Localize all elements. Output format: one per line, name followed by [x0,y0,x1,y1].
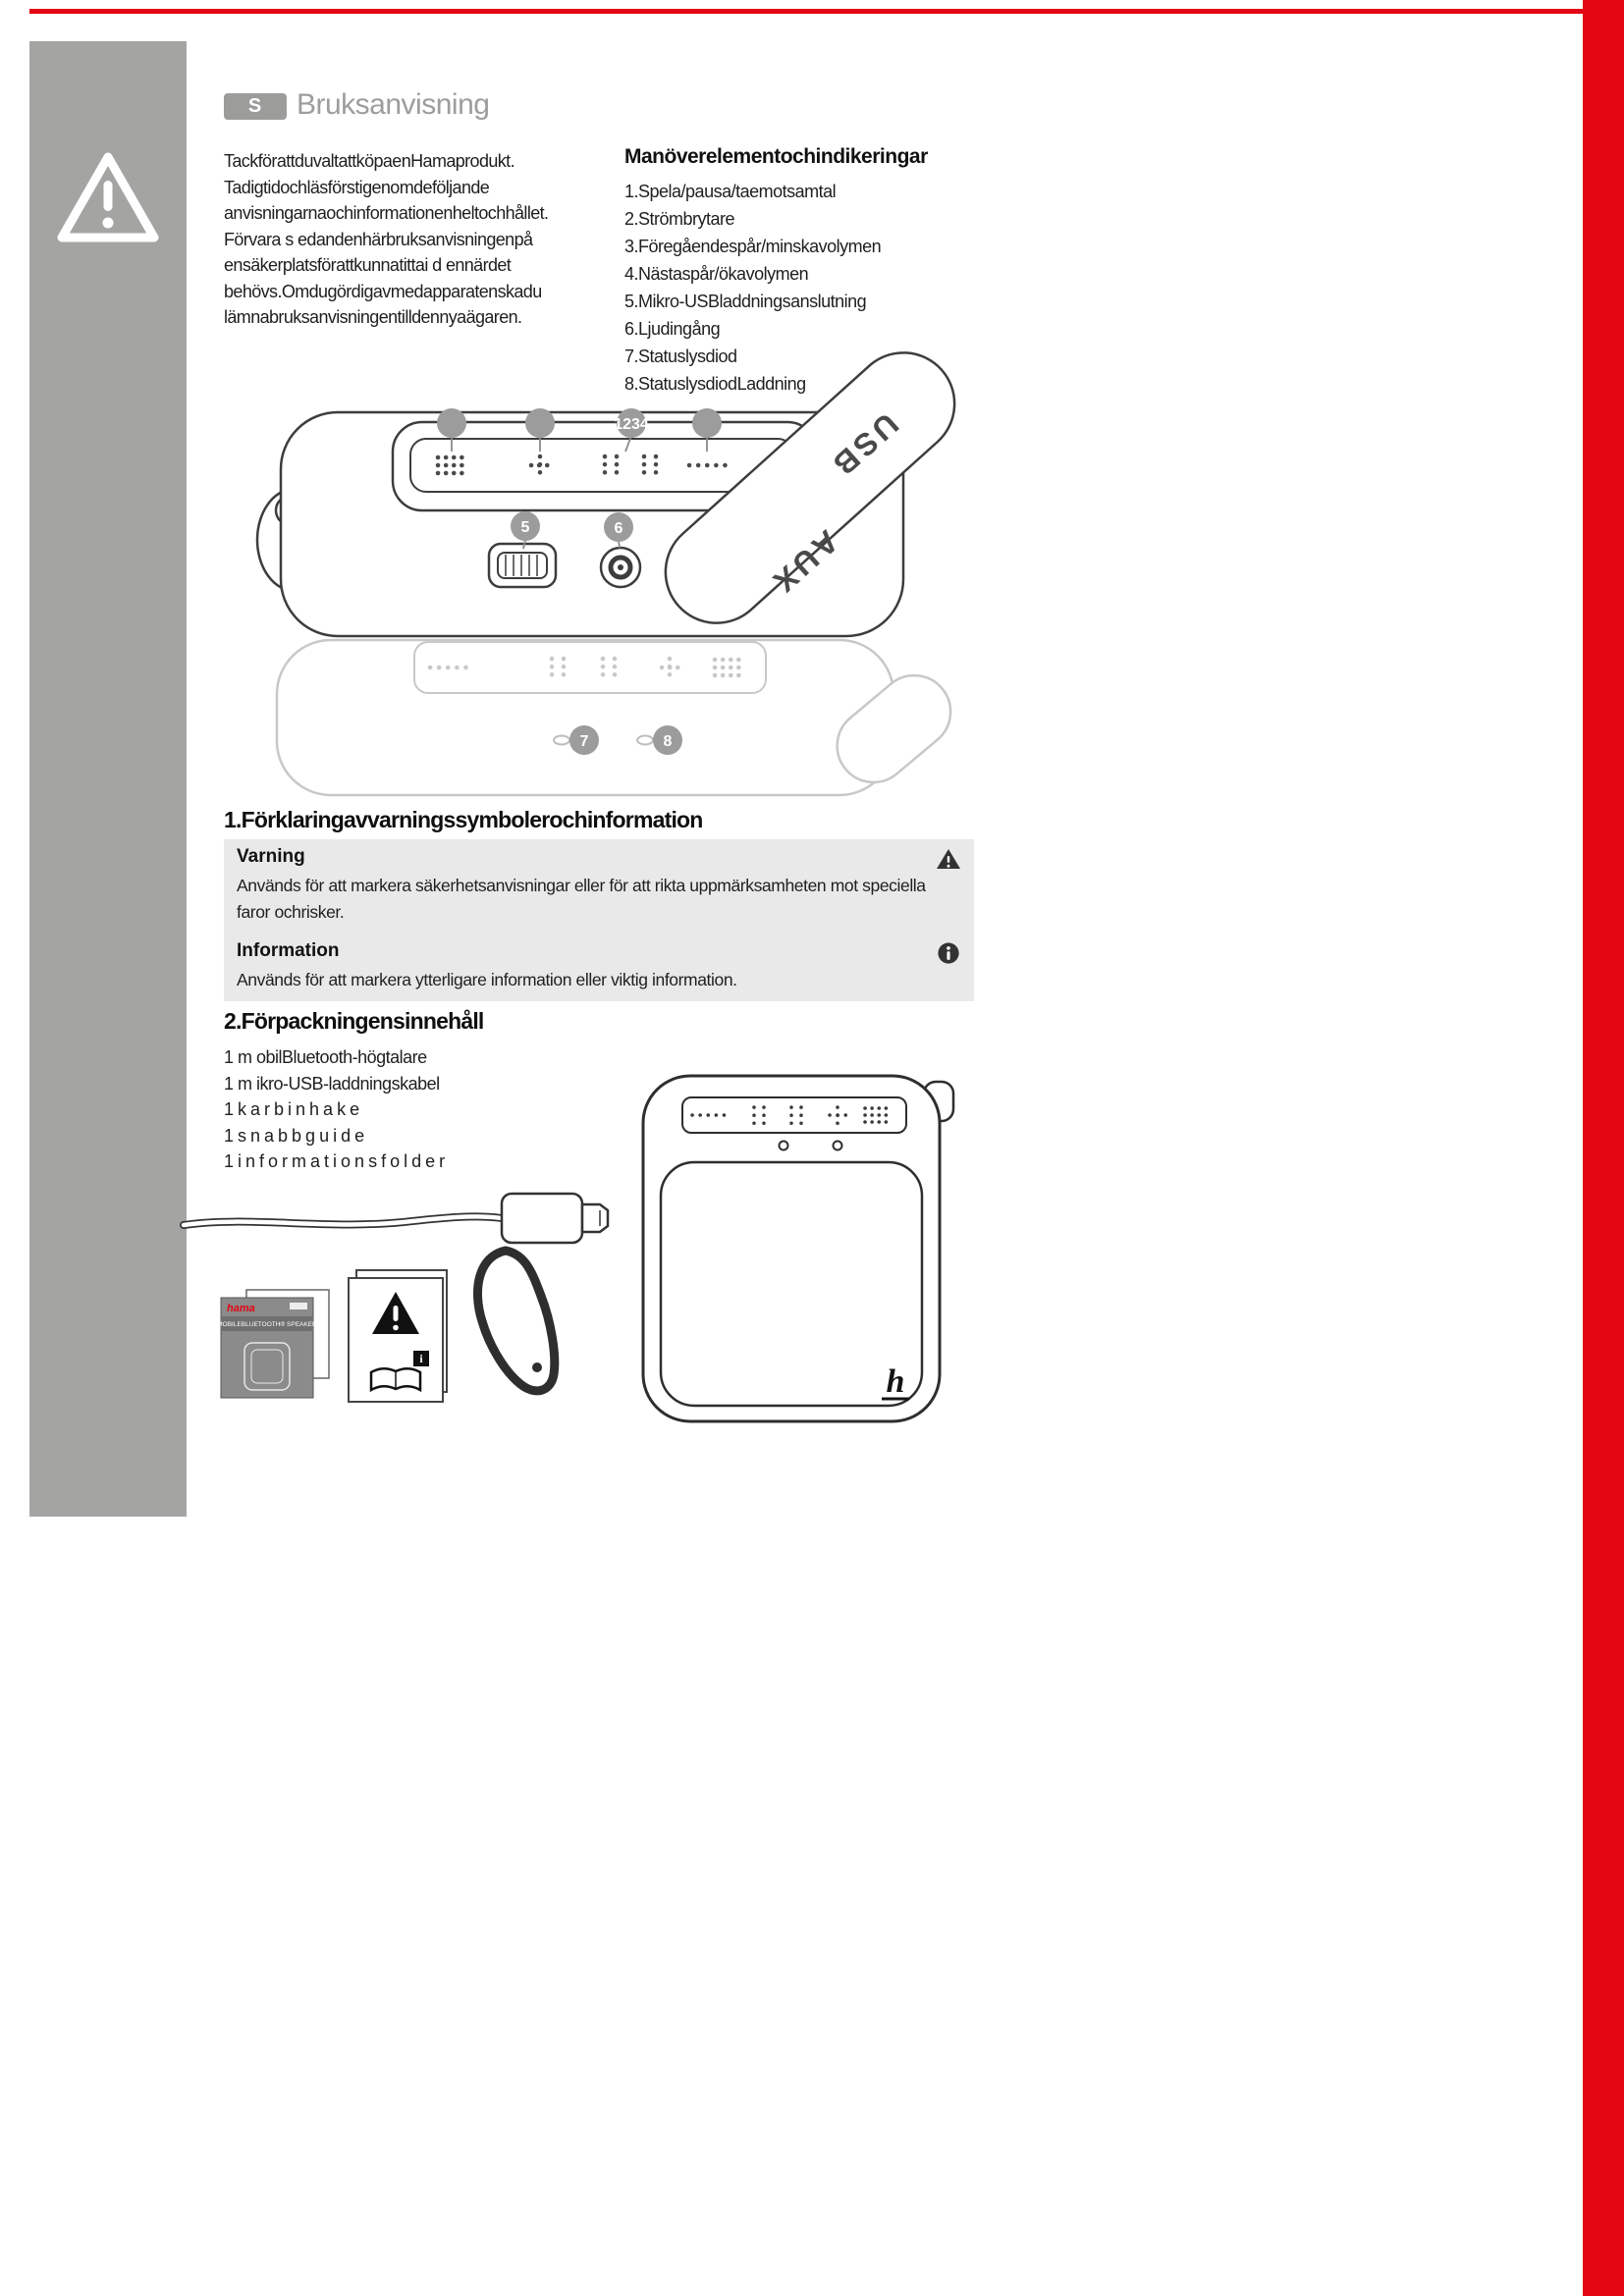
right-accent-bar [1583,0,1624,2296]
control-item: 8.StatuslysdiodLaddning [624,374,806,394]
intro-paragraph [224,148,619,331]
info-folder-illustration [349,1270,447,1402]
svg-text:i: i [419,1352,423,1365]
left-sidebar-bar [29,41,187,1517]
speaker-front-illustration [643,1076,953,1421]
warning-icon [936,847,961,871]
usb-cable-illustration [184,1194,608,1243]
micro-usb-port [489,544,556,587]
warning-box [224,839,974,934]
callout-6 [604,512,633,542]
carabiner-illustration [477,1251,554,1391]
warning-triangle-icon [54,149,162,247]
information-text: Används för att markera ytterligare information eller viktig information. [237,970,737,989]
package-item: 1 k a r b i n h a k e [224,1099,359,1119]
control-item: 1.Spela/pausa/taemotsamtal [624,182,837,201]
bottom-panel-icons [430,659,739,675]
callout-8 [653,725,682,755]
intro-line: ensäkerplatsförattkunnatittai d ennärdet [224,255,512,275]
svg-text:hama: hama [227,1303,255,1314]
svg-text:MOBILEBLUETOOTH® SPEAKER: MOBILEBLUETOOTH® SPEAKER [217,1321,317,1328]
control-item: 7.Statuslysdiod [624,347,737,366]
intro-line: behövs.Omdugördigavmedapparatenskadu [224,281,542,301]
quick-guide-illustration [217,1290,329,1398]
svg-text:USB: USB [823,405,905,485]
top-accent-line [29,9,1583,14]
svg-text:AUX: AUX [763,523,846,603]
information-title: Information [237,940,340,961]
svg-text:1234: 1234 [614,416,649,433]
warning-text: Används för att markera säkerhetsanvisningar eller för att rikta uppmärksamheten mot speciella faror ochrisker. [237,876,926,922]
package-item: 1 s n a b b g u i d e [224,1125,364,1146]
page-title: Bruksanvisning [297,88,490,121]
svg-text:6: 6 [614,520,623,537]
svg-text:8: 8 [663,733,673,750]
section2-heading: 2.Förpackningensinnehåll [224,1008,484,1034]
package-item: 1 i n f o r m a t i o n s f o l d e r [224,1151,445,1171]
control-item: 2.Strömbrytare [624,209,735,229]
svg-text:5: 5 [520,519,530,536]
callout-7 [569,725,599,755]
hama-logo: h [886,1363,905,1400]
control-item: 4.Nästaspår/ökavolymen [624,264,809,284]
aux-port [601,548,640,587]
callout-5 [511,511,540,541]
section1-heading: 1.Förklaringavvarningssymbolerochinformation [224,807,703,832]
package-item: 1 m ikro-USB-laddningskabel [224,1073,440,1094]
control-item: 6.Ljudingång [624,319,721,339]
intro-line: Förvara s edandenhärbruksanvisningenpå [224,229,533,249]
warning-title: Varning [237,846,305,867]
control-item: 5.Mikro-USBladdningsanslutning [624,292,867,311]
device-bottom-view [277,640,965,797]
intro-line: TackförattduvaltattköpaenHamaprodukt. [224,151,514,171]
svg-text:7: 7 [579,733,589,750]
information-box [224,934,974,1001]
intro-line: anvisningarnaochinformationenheltochhållet. [224,203,549,223]
info-icon [936,941,961,965]
intro-line: Tadigtidochläsförstigenomdeföljande [224,177,490,197]
control-item: 3.Föregåendespår/minskavolymen [624,237,882,256]
language-badge: S [224,93,287,120]
package-contents-illustration [182,1068,977,1446]
package-item: 1 m obilBluetooth-högtalare [224,1047,427,1067]
device-diagram [245,395,947,799]
intro-line: lämnabruksanvisningentilldennyaägaren. [224,307,522,327]
controls-heading: Manöverelementochindikeringar [624,145,928,168]
